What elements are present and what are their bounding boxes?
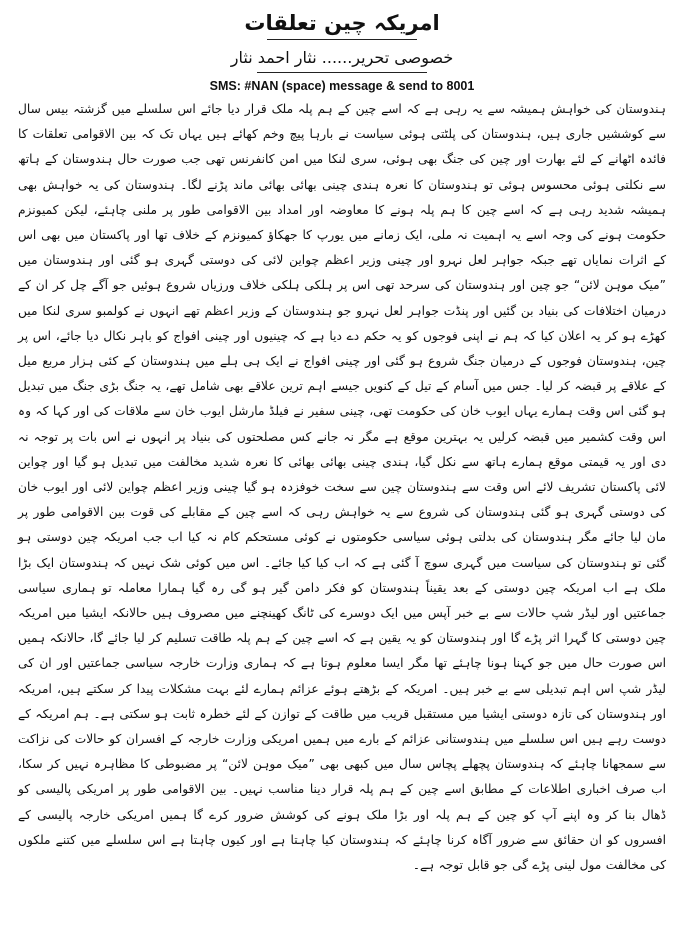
article-header [18, 8, 666, 95]
article-title: امریکہ چین تعلقات [244, 11, 440, 35]
sms-notice: SMS: #NAN (space) message & send to 8001 [209, 79, 475, 93]
article-byline: خصوصی تحریر...... نثار احمد نثار [230, 48, 454, 67]
article-body: ہندوستان کی خواہش ہمیشہ سے یہ رہی ہے کہ اسے چین کے ہم پلہ ملک قرار دیا جائے اس سلسلے میں گزشتہ بیس سال سے کوششیں جاری ہیں، ہندوستان کی پلٹتی ہوئی سیاست نے بارہا پیچ وخم کھائے ہیں یہاں تک کہ بین الاقوامی تعلقات کا فائدہ اٹھانے کے لئے بھارت اور چین کی جنگ بھی ہوئی، سری لنکا میں امن کانفرنس تھی جب صورت حال ہندوستان کے ہاتھ سے نکلتی ہوئی محسوس ہوئی تو ہندوستان کا نعرہ ہندی چینی بھائی بھائی ماند پڑنے لگا۔ ہندوستان کی یہ خواہش بھی ہمیشہ شدید رہی ہے کہ اسے چین کا ہم پلہ ہونے کا معاوضہ اور امداد بین الاقوامی طور پر ملنی چاہئے، لیکن کمیونزم حکومت ہونے کی وجہ اسے یہ اہمیت نہ ملی، ایک زمانے میں یورپ کا جھکاؤ کمیونزم کے خلاف تھا اور پاکستان میں بھی اس کے اثرات نمایاں تھے جبکہ جواہر لعل نہرو اور چینی وزیر اعظم چواین لائی کی دوستی گہری ہو گئی اور ہندوستان میں ”میک موہن لائن“ جو چین اور ہندوستان کی سرحد تھی اس پر ہلکی ہلکی خلاف ورزیاں شروع ہوئیں جو آگے چل کر ان کے درمیان اختلافات کی بنیاد بن گئیں اور پنڈت جواہر لعل نہرو جو ہندوستان کے وزیر اعظم تھے انہوں نے کولمبو سری لنکا میں کھڑے ہو کر یہ اعلان کیا کہ ہم نے اپنی فوجوں کو یہ حکم دے دیا ہے کہ چینیوں اور چینی افواج کو باہر نکال دیا جائے، اس پر چین، ہندوستان فوجوں کے درمیان جنگ شروع ہو گئی اور چینی افواج نے ایک ہی ہلے میں ہندوستان کے کئی ہزار مربع میل کے علاقے پر قبضہ کر لیا۔ جس میں آسام کے تیل کے کنویں جیسے اہم ترین علاقے بھی شامل تھے، یہ جنگ بڑی جنگ میں تبدیل ہو گئی اس وقت ہمارے یہاں ایوب خان کی حکومت تھی، چینی سفیر نے فیلڈ مارشل ایوب خان سے ملاقات کی اور کہا کہ وہ اس وقت کشمیر میں قبضہ کرلیں یہ بہترین موقع ہے مگر نہ جانے کس مصلحتوں کی بنیاد پر انہوں نے اس بات پر توجہ نہ دی اور یہ قیمتی موقع ہمارے ہاتھ سے نکل گیا، ہندی چینی بھائی بھائی کا نعرہ شدید مخالفت میں تبدیل ہو گیا اور چواین لائی پاکستان تشریف لائے اس وقت سے ہندوستان چین سے سخت خوفزدہ ہو گیا چینی وزیر اعظم چواین لائی اور ایوب خان کی دوستی گہری ہو گئی ہندوستان کی شروع سے یہ خواہش رہی کہ اسے چین کے مقابلے کی قوت بین الاقوامی طور پر مان لیا جائے مگر ہندوستان کی بدلتی ہوئی سیاسی حکومتوں نے کوئی مستحکم کام نہ کیا اب جب امریکہ چین دوستی ہو گئی تو ہندوستان کی سیاست میں گہری سوچ آ گئی ہے کہ اب کیا کیا جائے۔ اس میں کوئی شک نہیں کہ ہندوستان ایک بڑا ملک ہے اب امریکہ چین دوستی کے بعد یقیناً ہندوستان کو فکر دامن گیر ہو گی رہ گیا ہمارا معاملہ تو ہماری سیاسی جماعتیں اور لیڈر شپ حالات سے بے خبر آپس میں ایک دوسرے کی ٹانگ کھینچنے میں مصروف ہیں حالانکہ ایشیا میں امریکہ چین دوستی کا گہرا اثر پڑے گا اور ہندوستان کو یہ یقین ہے کہ اسے چین کے ہم پلہ طاقت تسلیم کر لیا جائے گا، حالانکہ ہمیں اس صورت حال میں جو کہنا ہونا چاہئے تھا مگر ایسا معلوم ہوتا ہے کہ ہماری وزارت خارجہ سیاسی جماعتیں اور ان کی لیڈر شپ اس اہم تبدیلی سے بے خبر ہیں۔ امریکہ کے بڑھتے ہوئے عزائم ہمارے لئے بہت مشکلات پیدا کر سکتے ہیں، امریکہ اور ہندوستان کی تازہ دوستی ایشیا میں مستقبل قریب میں طاقت کے توازن کے لئے خطرہ ثابت ہو سکتی ہے۔ ہم امریکہ کے دوست رہے ہیں اس سلسلے میں ہندوستانی عزائم کے بارے میں ہمیں امریکی وزارت خارجہ کے افسران کو حالات کی نزاکت سے سمجھانا چاہئے کہ ہندوستان پچھلے پچاس سال میں کبھی بھی ”میک موہن لائن“ پر مضبوطی کا مظاہرہ نہیں کر سکا، اب صرف اخباری اطلاعات کے مطابق اسے چین کے ہم پلہ قرار دینا مناسب نہیں۔ بین الاقوامی طور پر امریکی پالیسی کو ڈھال بنا کر وہ اپنے آپ کو چین کے ہم پلہ اور بڑا ملک ہونے کی کوشش ضرور کرے گا ہمیں امریکی خارجہ پالیسی کے افسروں کو ان حقائق سے ضرور آگاہ کرنا چاہئے کہ ہندوستان کیا چاہتا ہے اور کیوں چاہتا ہے اس سلسلے میں کتنے ملکوں کی مخالفت مول لینی پڑے گی جو قابل توجہ ہے۔ [18, 102, 667, 873]
title-underline [267, 39, 417, 40]
byline-underline [257, 72, 427, 73]
